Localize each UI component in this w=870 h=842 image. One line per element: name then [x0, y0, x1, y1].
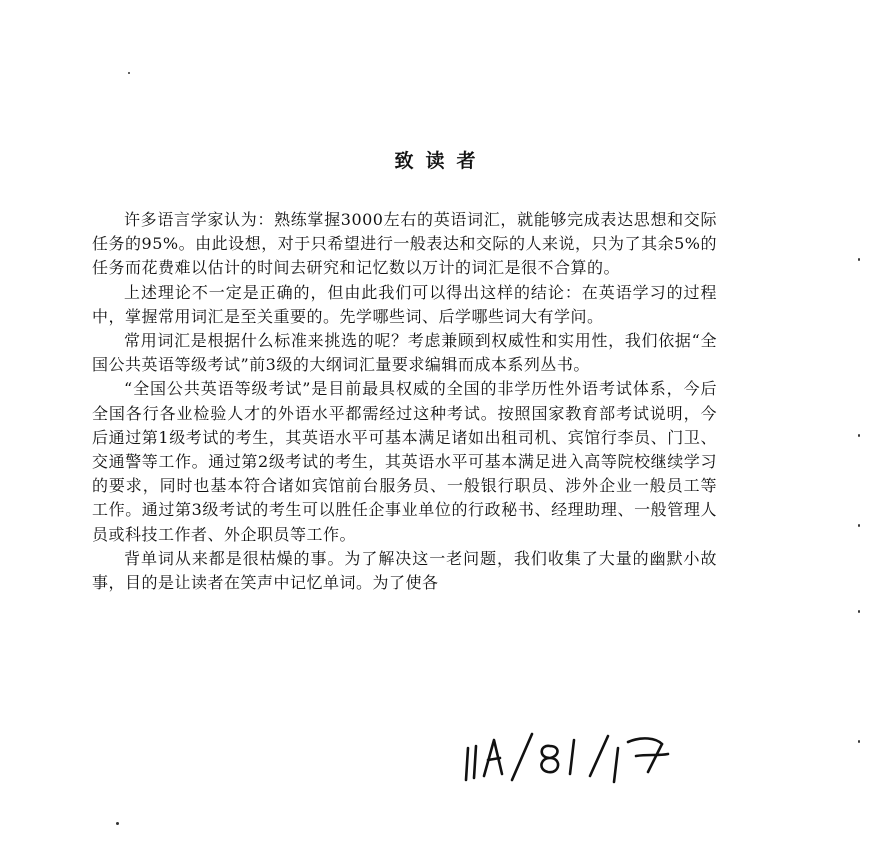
scan-speck [858, 258, 860, 261]
scan-speck [858, 610, 860, 613]
paragraph: 许多语言学家认为：熟练掌握3000左右的英语词汇，就能够完成表达思想和交际任务的95%。由此设想，对于只希望进行一般表达和交际的人来说，只为了其余5%的任务而花费难以估计的时间去研究和记忆数以万计的词汇是很不合算的。 [92, 210, 717, 278]
page-title: 致读者 [394, 150, 488, 172]
scan-speck [858, 524, 860, 527]
scan-speck [128, 72, 130, 74]
paragraph: “全国公共英语等级考试”是目前最具权威的全国的非学历性外语考试体系，今后全国各行各业检验人才的外语水平都需经过这种考试。按照国家教育部考试说明，今后通过第1级考试的考生，其英语水平可基本满足诸如出租司机、宾馆行李员、门卫、交通警等工作。通过第2级考试的考生，其英语水平可基本满足进入高等院校继续学习的要求，同时也基本符合诸如宾馆前台服务员、一般银行职员、涉外企业一般员工等工作。通过第3级考试的考生可以胜任企事业单位的行政秘书、经理助理、一般管理人员或科技工作者、外企职员等工作。 [92, 379, 717, 544]
scan-speck [116, 822, 119, 825]
paragraph: 常用词汇是根据什么标准来挑选的呢？考虑兼顾到权威性和实用性，我们依据“全国公共英语等级考试”前3级的大纲词汇量要求编辑而成本系列丛书。 [92, 331, 717, 375]
scan-speck [858, 740, 860, 743]
document-body [92, 208, 717, 595]
paragraph: 背单词从来都是很枯燥的事。为了解决这一老问题，我们收集了大量的幽默小故事，目的是让读者在笑声中记忆单词。为了使各 [92, 548, 717, 593]
paragraph: 上述理论不一定是正确的，但由此我们可以得出这样的结论：在英语学习的过程中，掌握常用词汇是至关重要的。先学哪些词、后学哪些词大有学问。 [92, 282, 717, 326]
scan-speck [858, 434, 860, 437]
handwritten-signature [462, 726, 674, 788]
